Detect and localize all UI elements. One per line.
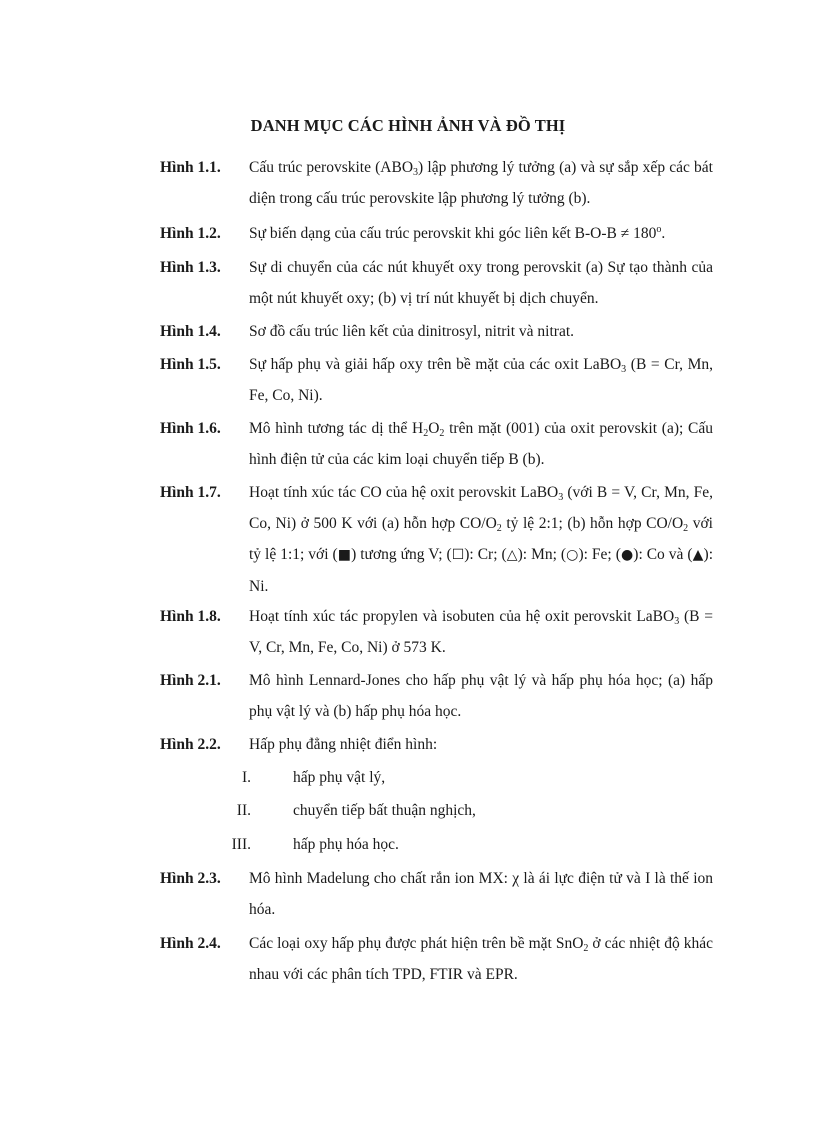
caption-text: ): Cr; ( bbox=[464, 546, 507, 563]
sublist-number: I. bbox=[241, 769, 251, 786]
figure-caption: Sự hấp phụ và giải hấp oxy trên bề mặt của các oxit LaBO$_3$ (B = Cr, Mn, Fe, Co, Ni). bbox=[249, 356, 714, 404]
sublist-text: hấp phụ hóa học. bbox=[293, 836, 399, 853]
figure-entry-1-7 bbox=[160, 477, 713, 602]
figure-entry-1-8 bbox=[160, 601, 713, 663]
figure-label: Hình 1.6. bbox=[160, 420, 221, 437]
figure-caption: Hấp phụ đẳng nhiệt điển hình: bbox=[249, 736, 438, 753]
caption-text: tỷ lệ 2:1; (b) hỗn hợp CO/O bbox=[501, 515, 684, 532]
figure-entry-2-2 bbox=[160, 729, 713, 760]
figure-label: Hình 2.2. bbox=[160, 736, 221, 753]
figure-label: Hình 1.7. bbox=[160, 484, 221, 501]
caption-text: Hoạt tính xúc tác CO của hệ oxit perovskit LaBO bbox=[249, 484, 559, 501]
caption-subscript: 2 bbox=[496, 523, 502, 534]
figure-entry-1-4 bbox=[160, 316, 713, 347]
figure-caption: Mô hình tương tác dị thể $H_2O_2$ trên mặt (001) của oxit perovskit (a); Cấu hình điện tử của các kim loại chuyển tiếp B (b). bbox=[249, 420, 714, 468]
figure-caption: Mô hình Madelung cho chất rắn ion MX: χ là ái lực điện tử và I là thế ion hóa. bbox=[249, 870, 713, 918]
legend-marker-icon: ■ bbox=[337, 547, 352, 563]
figure-caption: Sơ đồ cấu trúc liên kết của dinitrosyl, nitrit và nitrat. bbox=[249, 323, 575, 340]
sublist-text: chuyển tiếp bất thuận nghịch, bbox=[293, 802, 476, 819]
sublist-number: III. bbox=[231, 836, 251, 853]
caption-text: với tỷ lệ 1:1; với ( bbox=[249, 515, 713, 563]
figure-label: Hình 1.3. bbox=[160, 259, 221, 276]
page-title: DANH MỤC CÁC HÌNH ẢNH VÀ ĐỒ THỊ bbox=[250, 116, 566, 135]
caption-subscript: 3 bbox=[558, 492, 564, 503]
figure-entry-1-5 bbox=[160, 349, 713, 411]
figure-caption: Các loại oxy hấp phụ được phát hiện trên bề mặt SnO$_2$ ở các nhiệt độ khác nhau với các phân tích TPD, FTIR và EPR. bbox=[249, 935, 713, 983]
figure-entry-1-6 bbox=[160, 413, 713, 475]
figure-caption: Hoạt tính xúc tác propylen và isobuten của hệ oxit perovskit LaBO$_3$ (B = V, Cr, Mn, Fe, Co, Ni) ở 573 K. bbox=[249, 608, 713, 656]
figure-label: Hình 2.1. bbox=[160, 672, 221, 689]
figure-caption bbox=[249, 477, 713, 602]
caption-text: ): Ni. bbox=[249, 546, 713, 595]
figure-label: Hình 1.1. bbox=[160, 159, 221, 176]
caption-text: ): Mn; ( bbox=[517, 546, 567, 563]
figure-label: Hình 2.4. bbox=[160, 935, 221, 952]
caption-text: ) tương ứng V; ( bbox=[351, 546, 452, 563]
figure-caption: Mô hình Lennard-Jones cho hấp phụ vật lý và hấp phụ hóa học; (a) hấp phụ vật lý và (b) hấp phụ hóa học. bbox=[249, 672, 713, 720]
figure-label: Hình 1.5. bbox=[160, 356, 221, 373]
sublist-number: II. bbox=[236, 802, 251, 819]
legend-marker-icon: △ bbox=[506, 547, 518, 563]
caption-text: (với B = V, Cr, Mn, Fe, Co, Ni) ở 500 K với (a) hỗn hợp CO/O bbox=[249, 484, 713, 532]
caption-text: ): Co và ( bbox=[633, 546, 693, 563]
legend-marker-icon: ▲ bbox=[692, 547, 704, 563]
figure-entry-1-3 bbox=[160, 252, 713, 314]
figure-entry-2-3 bbox=[160, 863, 713, 925]
caption-text: ): Fe; ( bbox=[578, 546, 621, 563]
sublist-text: hấp phụ vật lý, bbox=[293, 769, 386, 786]
figure-label: Hình 1.2. bbox=[160, 225, 221, 242]
figure-caption: Cấu trúc perovskite $(ABO_3)$ lập phương lý tưởng (a) và sự sắp xếp các bát diện trong cấu trúc perovskite lập phương lý tưởng (b). bbox=[249, 159, 713, 207]
figure-label: Hình 1.4. bbox=[160, 323, 221, 340]
legend-marker-icon: ○ bbox=[566, 547, 579, 563]
figure-entry-1-1 bbox=[160, 152, 713, 214]
figure-entry-2-1 bbox=[160, 665, 713, 727]
figure-entry-1-2 bbox=[160, 218, 713, 249]
legend-marker-icon: ☐ bbox=[451, 547, 465, 563]
figure-caption: Sự biến dạng của cấu trúc perovskit khi góc liên kết $B-O-B \ne 180^o$. bbox=[249, 224, 666, 242]
figure-label: Hình 2.3. bbox=[160, 870, 221, 887]
figure-entry-2-4 bbox=[160, 928, 713, 990]
caption-subscript: 2 bbox=[683, 523, 689, 534]
figure-label: Hình 1.8. bbox=[160, 608, 221, 625]
legend-marker-icon: ● bbox=[620, 547, 634, 563]
figure-caption: Sự di chuyển của các nút khuyết oxy trong perovskit (a) Sự tạo thành của một nút khuyết oxy; (b) vị trí nút khuyết bị dịch chuyển. bbox=[249, 259, 713, 307]
